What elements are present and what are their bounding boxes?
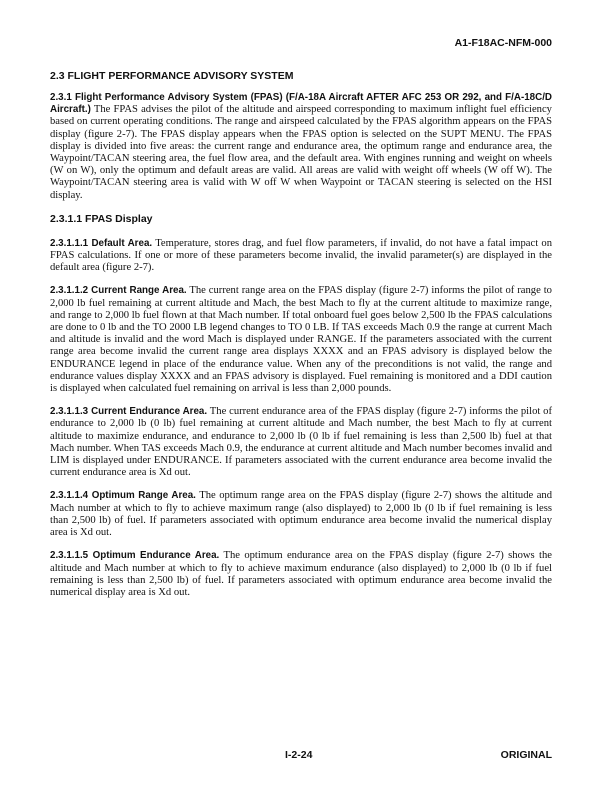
paragraph-heading: 2.3.1.1.4 Optimum Range Area. <box>50 490 196 502</box>
paragraph-current-range-area <box>50 285 552 395</box>
revision-status: ORIGINAL <box>500 749 552 761</box>
paragraph-fpas-overview <box>50 92 552 202</box>
subsection-title: 2.3.1.1 FPAS Display <box>50 212 153 225</box>
paragraph-optimum-range-area <box>50 490 552 539</box>
paragraph-text: The optimum range area on the FPAS display (figure 2-7) shows the altitude and Mach number at which to fly to achieve maximum range (also displayed) to 2,000 lb (0 lb if fuel remaining is less than 2,500 lb) of fuel. If parameters associated with optimum endurance area become invalid the numerical display area is Xd out. <box>50 490 552 539</box>
paragraph-text: The optimum endurance area on the FPAS display (figure 2-7) shows the altitude and Mach number at which to fly to achieve maximum endurance (also displayed) to 2,000 lb (0 lb if fuel remaining is less than 2,500 lb) of fuel. If parameters associated with optimum endurance area become invalid the numerical display area is Xd out. <box>50 550 552 598</box>
paragraph-heading: 2.3.1.1.1 Default Area. <box>50 237 153 249</box>
paragraph-heading: 2.3.1.1.3 Current Endurance Area. <box>50 406 208 418</box>
page-number: I-2-24 <box>285 749 313 761</box>
paragraph-text: The FPAS advises the pilot of the altitude and airspeed corresponding to maximum inflight fuel efficiency based on current operating conditions. The range and airspeed calculated by the FPAS algorithm appears on the FPAS display (figure 2-7). The FPAS display appears when the FPAS option is selected on the SUPT MENU. The FPAS display is divided into five areas: the current range and endurance area, the optimum range and endurance area, the Waypoint/TACAN steering area, the fuel flow area, and the default area. With engines running and weight on wheels (W on W), only the optimum and default areas are valid. All areas are valid with weight off wheels (W off W). The Waypoint/TACAN steering area is valid with W off W when Waypoint or TACAN steering is selected on the HSI display. <box>50 104 552 201</box>
paragraph-default-area <box>50 238 552 275</box>
paragraph-text: The current range area on the FPAS display (figure 2-7) informs the pilot of range to 2,000 lb fuel remaining at current altitude and Mach, the best Mach to fly at the current altitude to maximize range, and range to 2,000 lb fuel flown at that Mach number. If total onboard fuel goes below 2,500 lb the FPAS calculations are done to 0 lb and the TO 2000 LB legend changes to TO 0 LB. If TAS exceeds Mach 0.9 the range at current Mach and altitude is invalid and the word Mach is displayed under RANGE. If the parameters associated with the current range area become invalid the current range area displays XXXX and an FPAS advisory is displayed below the ENDURANCE legend in place of the endurance value. When any of the preconditions is not valid, the range and endurance values display XXXX and an FPAS advisory is displayed. Fuel remaining is monitored and a DDI caution is displayed when calculated fuel remaining on arrival is less than 2,000 pounds. <box>50 285 552 395</box>
paragraph-text: The current endurance area of the FPAS display (figure 2-7) informs the pilot of endurance to 2,000 lb (0 lb) fuel remaining at current altitude and Mach number, the best Mach to fly at current altitude to maximize endurance, and endurance to 2,000 lb (0 lb if fuel remaining is less than 2,500 lb) fuel at that Mach number. When TAS exceeds Mach 0.9, the endurance at current altitude and Mach number becomes invalid and LIM is displayed under ENDURANCE. If parameters associated with the current endurance area become invalid the current endurance area is Xd out. <box>50 406 552 479</box>
paragraph-text: Temperature, stores drag, and fuel flow parameters, if invalid, do not have a fatal impact on FPAS calculations. If one or more of these parameters become invalid, the invalid parameter(s) are displayed in the default area (figure 2-7). <box>50 237 552 274</box>
page-content <box>50 70 552 610</box>
paragraph-optimum-endurance-area <box>50 550 552 599</box>
section-title: 2.3 FLIGHT PERFORMANCE ADVISORY SYSTEM <box>50 70 294 82</box>
paragraph-current-endurance-area <box>50 406 552 479</box>
paragraph-heading: 2.3.1.1.5 Optimum Endurance Area. <box>50 550 220 562</box>
document-id: A1-F18AC-NFM-000 <box>454 37 552 49</box>
paragraph-heading: 2.3.1.1.2 Current Range Area. <box>50 285 187 297</box>
paragraph-heading: 2.3.1 Flight Performance Advisory System (FPAS) (F/A-18A Aircraft AFTER AFC 253 OR 292, and F/A-18C/D Aircraft.) <box>50 92 552 116</box>
